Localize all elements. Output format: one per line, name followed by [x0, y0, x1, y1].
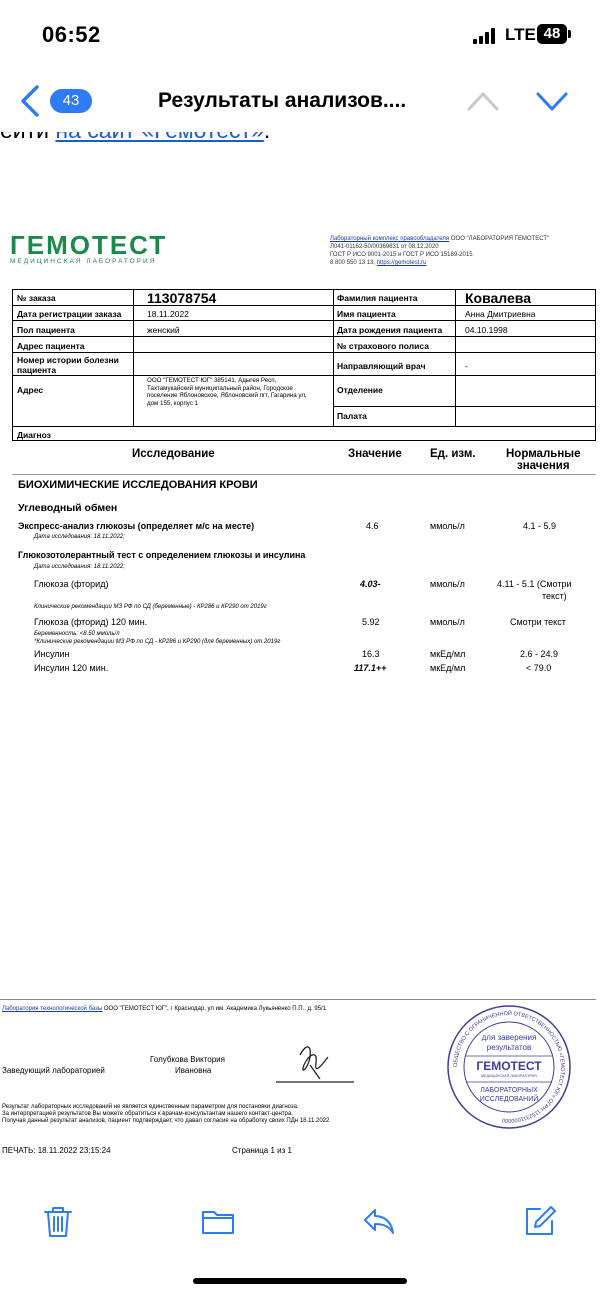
- name-label: Имя пациента: [337, 309, 396, 319]
- insulin-name: Инсулин: [34, 649, 70, 659]
- insulin-value: 16.3: [362, 649, 380, 659]
- lab-complex-link[interactable]: Лабораторный комплекс правообладателя: [330, 236, 450, 242]
- reg-date-label: Дата регистрации заказа: [17, 309, 122, 319]
- sex-label: Пол пациента: [17, 325, 75, 335]
- history-number-label: Номер истории болезни пациента: [17, 355, 119, 375]
- compose-icon[interactable]: [522, 1203, 558, 1239]
- surname-label: Фамилия пациента: [337, 293, 418, 303]
- signature: [270, 1035, 360, 1090]
- glucose120-name: Глюкоза (фторид) 120 мин.: [34, 617, 148, 627]
- diagnosis-label: Диагноз: [17, 430, 51, 440]
- lab-address-label: Адрес: [17, 385, 44, 395]
- order-number-label: № заказа: [17, 293, 56, 303]
- stamp-bottom-text: ЛАБОРАТОРНЫХ: [480, 1087, 538, 1094]
- patient-name: Анна Дмитриевна: [465, 309, 536, 319]
- glucose120-note: Беременность: <8.50 ммоль/л: [34, 631, 120, 637]
- stamp-ring-text: ОБЩЕСТВО С ОГРАНИЧЕННОЙ ОТВЕТСТВЕННОСТЬЮ «ГЕМОТЕСТ ЮГ» ОГРН 1152311000000: [452, 1010, 566, 1124]
- back-chevron-icon[interactable]: [18, 83, 44, 119]
- status-bar: [0, 0, 600, 70]
- license-number: Л041-01162-50/00369631 от 08.12.2020: [330, 244, 439, 250]
- insurance-label: № страхового полиса: [337, 341, 429, 351]
- glucose120-normal: Смотри текст: [510, 617, 566, 627]
- status-time: 06:52: [42, 22, 101, 47]
- gtt-test-name: Глюкозотолерантный тест с определением глюкозы и инсулина: [18, 550, 306, 560]
- gtt-test-date: Дата исследования: 18.11.2022;: [34, 564, 125, 570]
- previous-message-icon[interactable]: [466, 87, 500, 115]
- glucose120-unit: ммоль/л: [430, 617, 465, 627]
- glucose120-note-2: *Клинические рекомендации МЗ РФ по СД - КР286 и КР290 (для беременных) от 2019г: [34, 639, 281, 645]
- glucose-name: Глюкоза (фторид): [34, 579, 109, 589]
- express-test-unit: ммоль/л: [430, 521, 465, 531]
- insulin120-name: Инсулин 120 мин.: [34, 663, 109, 673]
- referring-doctor: -: [465, 361, 468, 371]
- lab-owner: ООО "ЛАБОРАТОРИЯ ГЕМОТЕСТ": [449, 236, 550, 242]
- glucose-unit: ммоль/л: [430, 579, 465, 589]
- lab-website-link[interactable]: https://gemotest.ru: [376, 260, 427, 266]
- stamp-top-text-2: результатов: [486, 1043, 532, 1052]
- lab-license-info: [330, 235, 549, 267]
- trash-icon[interactable]: [40, 1203, 76, 1239]
- home-indicator: [193, 1278, 407, 1284]
- lab-stamp: [446, 1004, 572, 1130]
- express-test-normal: 4.1 - 5.9: [523, 521, 557, 531]
- glucose-normal: 4.11 - 5.1 (Смотри: [497, 579, 572, 589]
- order-number: 113078754: [147, 290, 217, 306]
- tech-base-address: ООО "ГЕМОТЕСТ ЮГ", г Краснодар, ул им. Академика Лукьяненко П.П., д. 95/1: [102, 1006, 327, 1012]
- lab-logo: [10, 232, 167, 265]
- department-label: Отделение: [337, 385, 383, 395]
- order-info-table: [12, 289, 596, 441]
- battery-tip: [568, 30, 571, 38]
- logo-name: ГЕМОТЕСТ: [10, 230, 168, 260]
- section-title: БИОХИМИЧЕСКИЕ ИССЛЕДОВАНИЯ КРОВИ: [18, 479, 258, 491]
- insulin120-normal: < 79.0: [526, 663, 552, 673]
- express-test-name: Экспресс-анализ глюкозы (определяет м/с на месте): [18, 521, 255, 531]
- insulin120-unit: мкЕд/мл: [430, 663, 466, 673]
- express-test-date: Дата исследования: 18.11.2022;: [34, 534, 125, 540]
- glucose120-value: 5.92: [362, 617, 380, 627]
- patient-address-label: Адрес пациента: [17, 341, 85, 351]
- birth-date: 04.10.1998: [465, 325, 508, 335]
- logo-subtitle: МЕДИЦИНСКАЯ ЛАБОРАТОРИЯ: [10, 258, 157, 265]
- head-name-2: Ивановна: [175, 1066, 212, 1075]
- stamp-top-text: для заверения: [481, 1033, 537, 1042]
- lab-address-line: поселение Яблоновское, Яблоновский пгт, Гагарина ул,: [147, 392, 307, 399]
- back-count-badge[interactable]: 43: [50, 89, 92, 113]
- header-test: Исследование: [132, 448, 215, 460]
- lab-address-line: Тахтамукайский муниципальный район, Городское: [147, 384, 293, 392]
- disclaimer: [2, 1104, 329, 1125]
- glucose-value: 4.03-: [360, 579, 381, 589]
- nav-bar: [0, 70, 600, 132]
- page-title: Результаты анализов....: [158, 89, 407, 112]
- disclaimer-line: Результат лабораторных исследований не является единственным параметром для постановки диагноза.: [2, 1104, 299, 1110]
- header-normal: Нормальные: [506, 448, 581, 460]
- next-message-icon[interactable]: [535, 87, 569, 115]
- network-type: LTE: [505, 25, 536, 44]
- print-timestamp: ПЕЧАТЬ: 18.11.2022 23:15:24: [2, 1146, 111, 1155]
- stamp-name: ГЕМОТЕСТ: [476, 1059, 542, 1073]
- express-test-value: 4.6: [366, 521, 379, 531]
- lab-address-line: дом 155, корпус 1: [147, 399, 199, 407]
- lab-phone: 8 800 550 13 13,: [330, 260, 377, 266]
- insulin-unit: мкЕд/мл: [430, 649, 466, 659]
- battery-icon: 48: [537, 24, 567, 44]
- footer-divider: [0, 999, 596, 1000]
- header-unit: Ед. изм.: [430, 448, 476, 460]
- gost-standards: ГОСТ Р ИСО 9001-2015 и ГОСТ Р ИСО 15189-2015: [330, 252, 473, 258]
- referring-doctor-label: Направляющий врач: [337, 361, 426, 371]
- folder-icon[interactable]: [200, 1203, 236, 1239]
- lab-address-line: ООО "ГЕМОТЕСТ ЮГ" 385141, Адыгея Респ,: [147, 377, 277, 384]
- lab-address: [147, 377, 307, 407]
- subsection-title: Углеводный обмен: [18, 502, 118, 514]
- ward-label: Палата: [337, 411, 367, 421]
- header-normal-2: значения: [517, 460, 570, 472]
- disclaimer-line: Получая данный результат анализов, пациент подтверждает, что давал согласие на обработку своих ПДн 18.11.2022: [2, 1118, 330, 1124]
- head-label: Заведующий лабораторией: [2, 1066, 105, 1075]
- signal-icon: [473, 28, 497, 44]
- tech-base: [2, 1005, 326, 1014]
- glucose-note: Клинические рекомендации МЗ РФ по СД (беременные) - КР286 и КР290 от 2019г: [34, 604, 267, 610]
- insulin-normal: 2.6 - 24.9: [520, 649, 559, 659]
- head-name: Голубкова Виктория: [150, 1055, 225, 1064]
- stamp-bottom-text-2: ИССЛЕДОВАНИЙ: [479, 1096, 539, 1103]
- reply-icon[interactable]: [361, 1203, 397, 1239]
- patient-surname: Ковалева: [465, 290, 532, 306]
- glucose-normal-2: текст): [542, 591, 567, 601]
- disclaimer-line: За интерпретацией результатов Вы можете обратиться к врачам-консультантам нашего контакт-центра.: [2, 1111, 293, 1117]
- page-number: Страница 1 из 1: [232, 1146, 292, 1155]
- reg-date: 18.11.2022: [147, 309, 189, 319]
- tech-base-link[interactable]: Лаборатория технологической базы: [2, 1006, 103, 1012]
- header-value: Значение: [348, 448, 402, 460]
- sex-value: женский: [147, 325, 180, 335]
- birth-date-label: Дата рождения пациента: [337, 325, 443, 335]
- stamp-subtitle: МЕДИЦИНСКАЯ ЛАБОРАТОРИЯ: [481, 1074, 537, 1078]
- header-divider: [12, 474, 596, 475]
- insulin120-value: 117.1++: [354, 663, 387, 673]
